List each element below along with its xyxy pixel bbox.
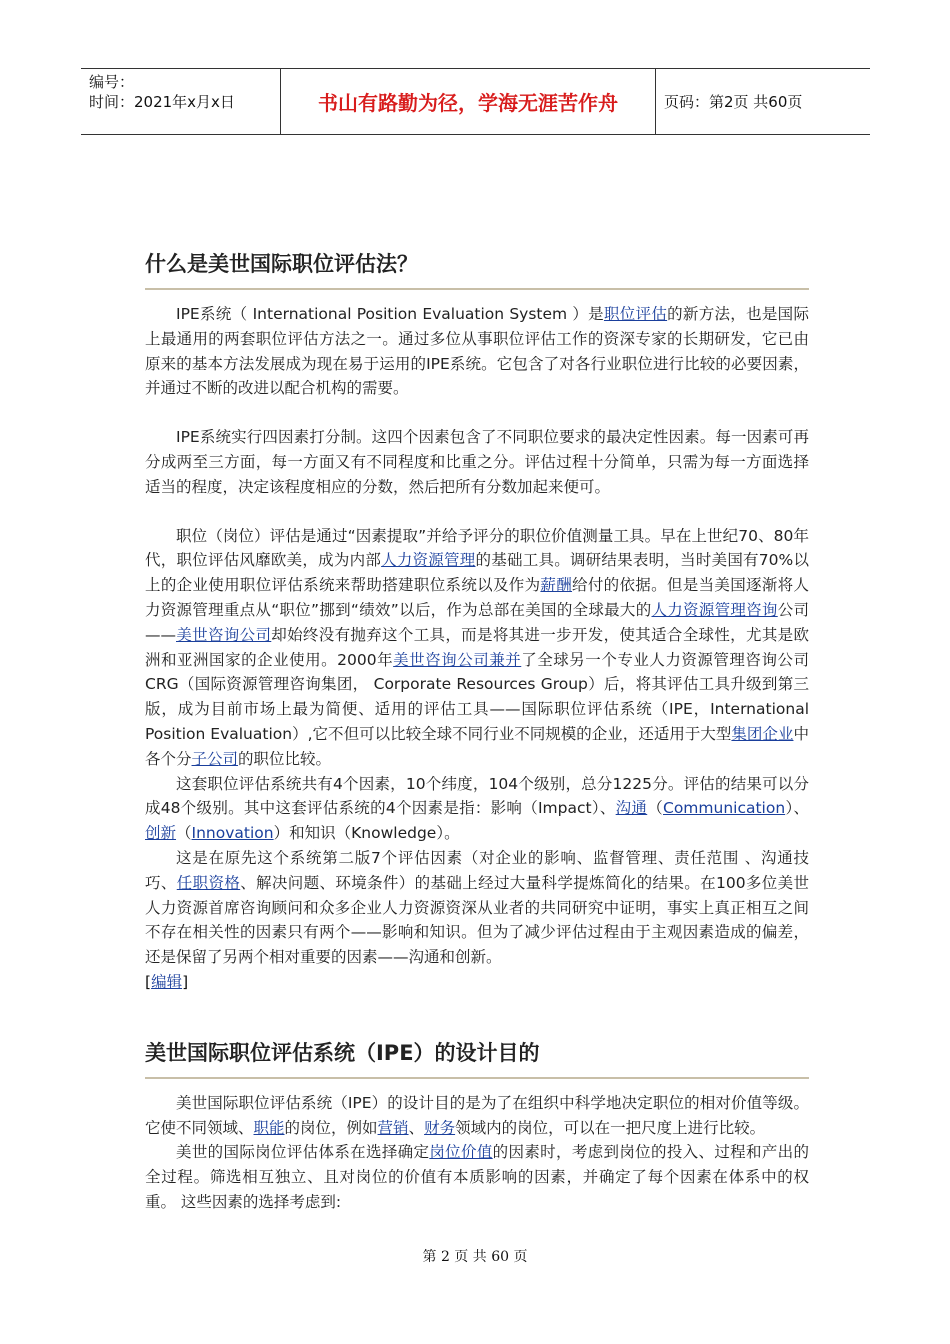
header-meta — [81, 69, 281, 134]
paragraph: 美世的国际岗位评估体系在选择确定岗位价值的因素时，考虑到岗位的投入、过程和产出的全过程。筛选相互独立、且对岗位的价值有本质影响的因素，并确定了每个因素在体系中的权重。 这些因素的选择考虑到: — [145, 1143, 809, 1211]
paragraph: IPE系统（ International Position Evaluation System ）是职位评估的新方法，也是国际上最通用的两套职位评估方法之一。通过多位从事职位评估工作的资深专家的长期研发，它已由原来的基本方法发展成为现在易于运用的IPE系统。它包含了对各行业职位进行比较的必要因素，并通过不断的改进以配合机构的需要。 — [145, 305, 809, 398]
paragraph: 这套职位评估系统共有4个因素，10个纬度，104个级别，总分1225分。评估的结果可以分成48个级别。其中这套评估系统的4个因素是指：影响（Impact）、沟通（Communication）、创新（Innovation）和知识（Knowledge）。 — [145, 774, 809, 843]
section-title-ipe: 什么是美世国际职位评估法？ — [145, 248, 809, 290]
header-page-label: 页码：第2页 共60页 — [664, 93, 803, 111]
header-motto: 书山有路勤为径，学海无涯苦作舟 — [281, 69, 656, 134]
section-title-design-purpose: 美世国际职位评估系统（IPE）的设计目的 — [145, 1037, 809, 1079]
paragraph: IPE系统实行四因素打分制。这四个因素包含了不同职位要求的最决定性因素。每一因素可再分成两至三方面，每一方面又有不同程度和比重之分。评估过程十分简单，只需为每一方面选择适当的程度，决定该程度相应的分数，然后把所有分数加起来便可。 — [145, 428, 809, 496]
link-finance[interactable]: 财务 — [424, 1118, 456, 1137]
document-body — [145, 248, 809, 1215]
date-label: 时间：2021年x月x日 — [89, 93, 235, 111]
link-innovation-cn[interactable]: 创新 — [145, 824, 177, 843]
link-position-evaluation[interactable]: 职位评估 — [603, 305, 668, 323]
link-innovation[interactable]: Innovation — [191, 824, 274, 843]
number-label: 编号： — [89, 73, 135, 91]
link-position-value[interactable]: 岗位价值 — [429, 1143, 493, 1162]
link-communication-cn[interactable]: 沟通 — [615, 799, 648, 818]
paragraph: 这是在原先这个系统第二版7个评估因素（对企业的影响、监督管理、责任范围 、沟通技巧、任职资格、解决问题、环境条件）的基础上经过大量科学提炼简化的结果。在100多位美世人力资源首席咨询顾问和众多企业人力资源资深从业者的共同研究中证明，事实上真正相互之间不存在相关性的因素只有两个——影响和知识。但为了减少评估过程由于主观因素造成的偏差，还是保留了另两个相对重要的因素——沟通和创新。 — [145, 848, 809, 967]
link-salary[interactable]: 薪酬 — [540, 576, 573, 595]
page-footer: 第 2 页 共 60 页 — [422, 1249, 528, 1265]
header-table — [81, 68, 870, 135]
link-marketing[interactable]: 营销 — [377, 1118, 409, 1137]
link-group-enterprise[interactable]: 集团企业 — [731, 724, 794, 743]
paragraph: 职位（岗位）评估是通过“因素提取”并给予评分的职位价值测量工具。早在上世纪70、80年代，职位评估风靡欧美，成为内部人力资源管理的基础工具。调研结果表明，当时美国有70%以上的企业使用职位评估系统来帮助搭建职位系统以及作为薪酬给付的依据。但是当美国逐渐将人力资源管理重点从“职位”挪到“绩效”以后，作为总部在美国的全球最大的人力资源管理咨询公司——美世咨询公司却始终没有抛弃这个工具，而是将其进一步开发，使其适合全球性，尤其是欧洲和亚洲国家的企业使用。2000年美世咨询公司兼并了全球另一个专业人力资源管理咨询公司CRG（国际资源管理咨询集团， Corporate Resources Group）后，将其评估工具升级到第三版，成为目前市场上最为简便、适用的评估工具——国际职位评估系统（IPE，International Position Evaluation）,它不但可以比较全球不同行业不同规模的企业，还适用于大型集团企业中各个分子公司的职位比较。 — [145, 526, 809, 768]
link-mercer[interactable]: 美世咨询公司 — [176, 625, 272, 644]
link-hr-management[interactable]: 人力资源管理 — [381, 551, 476, 570]
link-subsidiary[interactable]: 子公司 — [191, 749, 239, 768]
link-hr-consulting[interactable]: 人力资源管理咨询 — [651, 600, 778, 619]
link-communication[interactable]: Communication — [663, 799, 786, 818]
edit-link-row: [编辑] — [145, 972, 189, 991]
link-function[interactable]: 职能 — [253, 1118, 285, 1137]
edit-link[interactable]: 编辑 — [151, 972, 183, 991]
link-qualification[interactable]: 任职资格 — [176, 873, 241, 892]
paragraph: 美世国际职位评估系统（IPE）的设计目的是为了在组织中科学地决定职位的相对价值等级。它使不同领域、职能的岗位，例如营销、财务领域内的岗位，可以在一把尺度上进行比较。 — [145, 1093, 809, 1137]
link-mercer-merger[interactable]: 美世咨询公司兼并 — [393, 650, 522, 669]
